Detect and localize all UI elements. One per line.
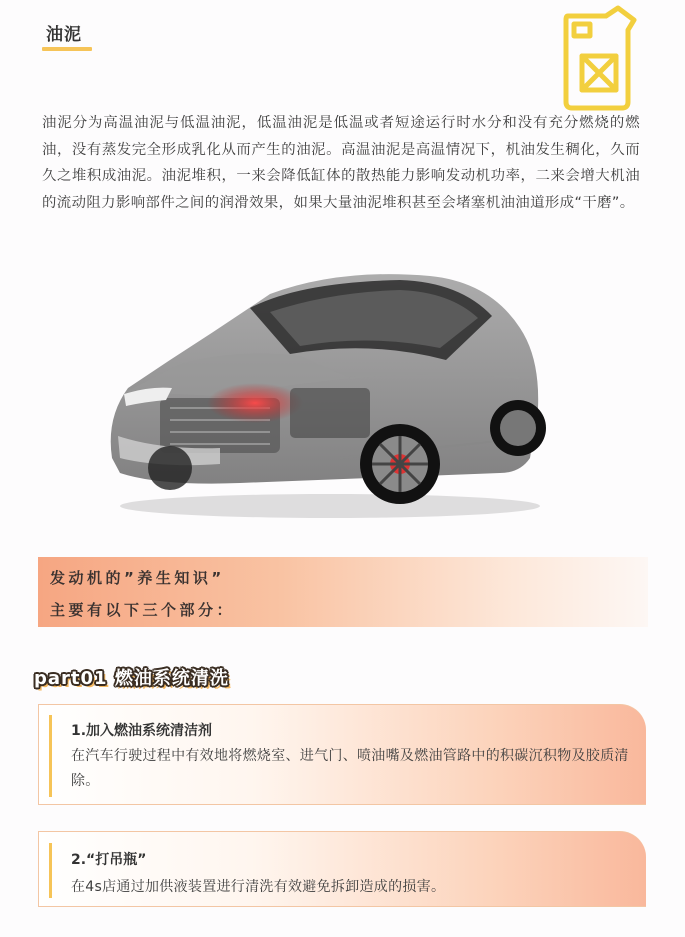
title-underline <box>42 47 92 51</box>
banner-line-2: 主要有以下三个部分： <box>50 601 236 619</box>
card-text: 在汽车行驶过程中有效地将燃烧室、进气门、喷油嘴及燃油管路中的积碳沉积物及胶质清除。 <box>71 748 629 789</box>
card-accent-bar <box>49 843 52 898</box>
card-text: 在4s店通过加供液装置进行清洗有效避免拆卸造成的损害。 <box>71 879 446 895</box>
tip-card-2 <box>38 831 646 907</box>
transparent-car-image <box>100 268 550 524</box>
part-title: part01 燃油系统清洗 <box>34 668 229 689</box>
intro-paragraph: 油泥分为高温油泥与低温油泥，低温油泥是低温或者短途运行时水分和没有充分燃烧的燃油，没有蒸发完全形成乳化从而产生的油泥。高温油泥是高温情况下，机油发生稠化，久而久之堆积成油泥。油泥堆积，一来会降低缸体的散热能力影响发动机功率，二来会增大机油的流动阻力影响部件之间的润滑效果，如果大量油泥堆积甚至会堵塞机油油道形成“干磨”。 <box>42 115 640 211</box>
jerrycan-icon <box>560 4 642 112</box>
card-accent-bar <box>49 715 52 797</box>
tip-card-1 <box>38 704 646 805</box>
banner-line-1: 发动机的”养生知识” <box>50 569 225 587</box>
maintenance-banner <box>38 557 648 627</box>
section-title: 油泥 <box>46 25 82 45</box>
card-title: 2.“打吊瓶” <box>71 852 147 868</box>
card-title: 1.加入燃油系统清洁剂 <box>71 723 213 739</box>
